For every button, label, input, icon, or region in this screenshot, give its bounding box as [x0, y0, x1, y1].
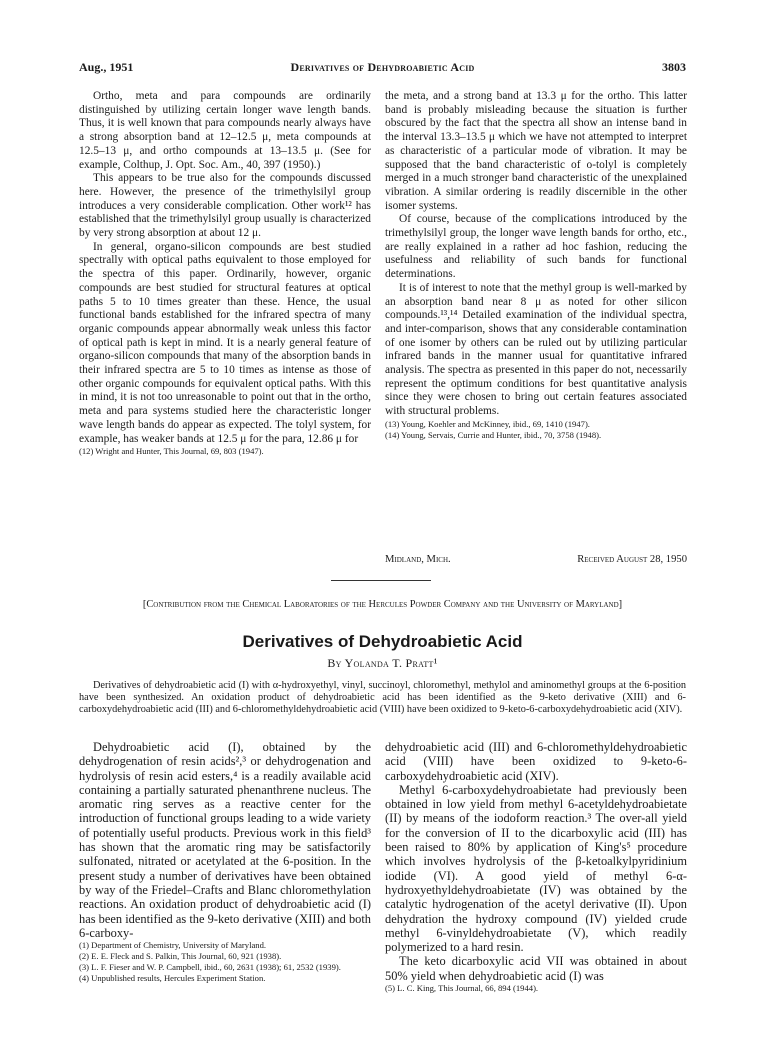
footnote: (12) Wright and Hunter, This Journal, 69, 803 (1947). — [79, 446, 264, 457]
received-date: Received August 28, 1950 — [577, 554, 687, 565]
top-right-column — [385, 90, 687, 441]
footnote: (1) Department of Chemistry, University of Maryland. — [79, 940, 267, 951]
abstract-text: Derivatives of dehydroabietic acid (I) with α-hydroxyethyl, vinyl, succinoyl, chloromethyl, methylol and aminomethyl groups at the 6-position have been synthesized. An oxidation product of dehydroabietic acid has been identified as the 9-keto derivative (XIII) and 6-carboxydehydroabietic acid (III) and 6-chloromethyldehydroabietic acid (VIII) have been oxidized to 9-keto-6-carboxydehydroabietic acid (XIV). — [79, 680, 686, 715]
paragraph: Methyl 6-carboxydehydroabietate had previously been obtained in low yield from methyl 6-acetyldehydroabietate (II) by means of the iodoform reaction.³ The over-all yield for the conversion of II to the dicarboxylic acid (III) has been raised to 80% by application of King's⁵ procedure which involves hydrolysis of the β-ketoalkylpyridinium iodide (VI). A good yield of methyl 6-α-hydroxyethyldehydroabietate (IV) was obtained by the catalytic hydrogenation of the acetyl derivative (II). Upon dehydration the hydroxy compound (IV) yielded crude methyl 6-vinyldehydroabietate (V), which readily polymerized to a hard resin. — [385, 782, 687, 955]
bottom-right-column — [385, 740, 687, 994]
page-number: 3803 — [662, 60, 686, 74]
issue-date: Aug., 1951 — [79, 60, 134, 74]
paragraph: Dehydroabietic acid (I), obtained by the dehydrogenation of resin acids²,³ or dehydrogenation and hydrolysis of resin acid esters,⁴ is a readily available acid containing a partially saturated phenanthrene nucleus. The aromatic ring serves as a reactive center for the introduction of functional groups leading to a wide variety of potentially useful products. Previous work in this field³ has shown that the aromatic ring may be satisfactorily sulfonated, nitrated or acetylated at the 6-position. In the present study a number of derivatives have been obtained by way of the Friedel–Crafts and Blanc chloromethylation reactions. An oxidation product of dehydroabietic acid (I) has been identified as the 9-keto derivative (XIII) and both 6-carboxy- — [79, 740, 371, 940]
footnote: (5) L. C. King, This Journal, 66, 894 (1944). — [385, 983, 539, 994]
author-byline: By Yolanda T. Pratt¹ — [327, 656, 438, 670]
paragraph: It is of interest to note that the methyl group is well-marked by an absorption band near 8 μ as noted for other silicon compounds.¹³,¹⁴ Detailed examination of the individual spectra, and inter-comparison, shows that any considerable contamination of one isomer by others can be ruled out by utilizing particular infrared bands in the manner usual for quantitative infrared analysis. The spectra as presented in this paper do not, necessarily represent the optimum conditions for best quantitative analysis since they were chosen to bring out certain features associated with structural problems. — [385, 281, 687, 418]
paragraph: Of course, because of the complications introduced by the trimethylsilyl group, the longer wave length bands for ortho, etc., are really explained in a rather ad hoc fashion, reducing the usefulness and reliability of such bands for functional determinations. — [385, 213, 687, 281]
contribution-line: [Contribution from the Chemical Laboratories of the Hercules Powder Company and the University of Maryland] — [142, 599, 623, 610]
paragraph: Ortho, meta and para compounds are ordinarily distinguished by utilizing certain longer wave length bands. Thus, it is well known that para compounds nearly always have a strong absorption band at 12–12.5 μ, meta compounds at 12.5–13 μ, and ortho compounds at 13–13.5 μ. (See for example, Colthup, J. Opt. Soc. Am., 40, 397 (1950).) — [79, 90, 371, 171]
footnote: (4) Unpublished results, Hercules Experiment Station. — [79, 972, 266, 983]
paragraph: The keto dicarboxylic acid VII was obtained in about 50% yield when dehydroabietic acid (I) was — [385, 954, 687, 983]
footnote: (14) Young, Servais, Currie and Hunter, ibid., 70, 3758 (1948). — [385, 429, 602, 440]
running-title: Derivatives of Dehydroabietic Acid — [290, 60, 475, 74]
article-title: Derivatives of Dehydroabietic Acid — [242, 632, 523, 651]
footnote: (3) L. F. Fieser and W. P. Campbell, ibid., 60, 2631 (1938); 61, 2532 (1939). — [79, 961, 341, 972]
paragraph: This appears to be true also for the compounds discussed here. However, the presence of the trimethylsilyl group introduces a very considerable complication. Other work¹² has established that the trimethylsilyl group usually is characterized by very strong absorption at about 12 μ. — [79, 172, 371, 240]
paragraph: dehydroabietic acid (III) and 6-chloromethyldehydroabietic acid (VIII) have been oxidized to 9-keto-6-carboxydehydroabietic acid (XIV). — [385, 740, 687, 783]
bottom-left-column — [79, 740, 371, 983]
signoff-location: Midland, Mich. — [385, 554, 451, 565]
paragraph: the meta, and a strong band at 13.3 μ for the ortho. This latter band is probably misleading because the situation is further obscured by the fact that the spectra all show an intense band in the interval 13.3–13.5 μ which we have not attempted to interpret as characteristic of a particular mode of vibration. It may be supposed that the band characteristic of o-tolyl is completely merged in a much stronger band characteristic of the unexplained vibration. A similar ordering is readily discernible in the other isomer systems. — [385, 90, 687, 212]
footnote: (2) E. E. Fleck and S. Palkin, This Journal, 60, 921 (1938). — [79, 950, 282, 961]
signoff — [385, 554, 687, 565]
footnote: (13) Young, Koehler and McKinney, ibid., 69, 1410 (1947). — [385, 418, 590, 429]
paragraph: In general, organo-silicon compounds are best studied spectrally with optical paths equivalent to those employed for the spectra of this paper. Ordinarily, however, organic compounds are best studied for structural features at optical paths 5 to 10 times greater than these. Hence, the usual functional bands established for the infrared spectra of many organic compounds appear abnormally weak unless this factor of optical path is kept in mind. It is a nearly general feature of organo-silicon compounds that many of the absorption bands in their infrared spectra are 5 to 10 times as intense as those of other organic compounds for equivalent optical paths. With this in mind, it is not too unreasonable to point out that in the ortho, meta and para systems studied here the characteristic longer wave length bands do appear as expected. The tolyl system, for example, has weaker bands at 12.5 μ for the para, 12.86 μ for — [79, 240, 371, 445]
section-divider — [331, 580, 431, 581]
abstract — [79, 680, 686, 716]
running-head — [79, 60, 686, 78]
top-left-column — [79, 90, 371, 457]
